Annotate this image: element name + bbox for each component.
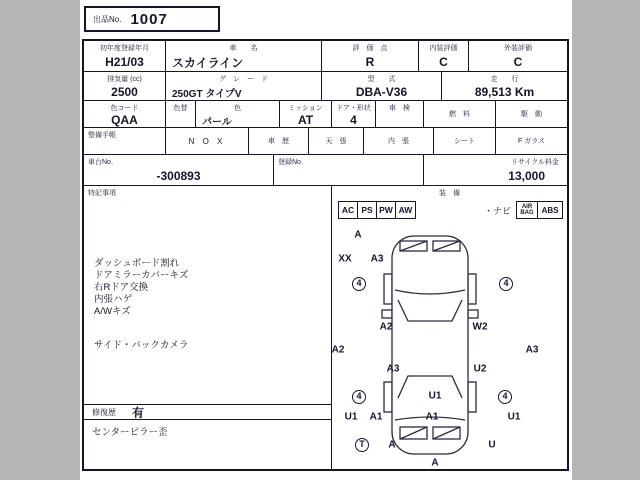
table-row-maintenance (84, 128, 567, 155)
table-row-grade (84, 72, 567, 101)
car-name-label: 車 名 (229, 45, 258, 52)
repair-history-detail: センターピラー歪 (92, 427, 168, 438)
repair-history-label: 修復歴 (92, 407, 116, 417)
cell-score (322, 41, 419, 71)
cell-displacement (84, 72, 166, 100)
cell-color (196, 101, 280, 127)
notes-list-2 (94, 340, 188, 352)
inspection-label: 車 検 (389, 105, 410, 112)
cell-nox (166, 128, 249, 154)
cell-car-name (166, 41, 322, 71)
recycle-fee-label: リサイクル料金 (510, 159, 559, 166)
equipment-label: 装 備 (439, 190, 460, 197)
damage-marker: A2 (379, 321, 393, 333)
special-notes-label: 特記事項 (88, 190, 116, 197)
damage-marker: U1 (428, 390, 442, 402)
color-change-label: 色替 (173, 105, 188, 112)
fuel-label: 燃 料 (449, 111, 470, 118)
lining-label: 内 張 (388, 138, 409, 145)
history-label: 車 歴 (268, 138, 289, 145)
cell-seat (434, 128, 496, 154)
damage-marker-circled: T (355, 438, 369, 452)
displacement-value: 2500 (111, 85, 138, 99)
recycle-fee-value: 13,000 (508, 169, 545, 183)
notes-list (94, 258, 188, 318)
cell-maintenance-book (84, 128, 166, 154)
repair-history-row (84, 404, 331, 420)
damage-marker: A1 (369, 411, 383, 423)
vehicle-info-table (82, 39, 569, 471)
mileage-label: 走 行 (490, 76, 519, 83)
exterior-grade-value: C (513, 55, 523, 69)
nox-value: N O X (188, 136, 226, 146)
cell-model-code (322, 72, 442, 100)
auction-number-label: 出品No. (93, 14, 122, 24)
color-code-value: QAA (111, 113, 138, 127)
cell-grade (166, 72, 322, 100)
damage-marker: A (431, 457, 439, 469)
damage-marker-circled: 4 (498, 390, 512, 404)
note-line: ドアミラーカバーキズ (94, 270, 189, 281)
abs-badge: ABS (537, 201, 563, 219)
equipment-item: AW (398, 205, 413, 215)
transmission-label: ミッション (288, 105, 323, 112)
damage-marker: W2 (472, 321, 488, 333)
damage-marker-circled: 4 (352, 390, 366, 404)
cell-inspection (376, 101, 424, 127)
cell-first-registration (84, 41, 166, 71)
cell-special-notes (84, 186, 332, 469)
cell-chassis-number (84, 155, 274, 185)
first-registration-value: H21/03 (105, 55, 144, 69)
color-code-label: 色コード (110, 105, 139, 112)
car-name-value: スカイライン (172, 55, 244, 70)
score-label: 評 価 点 (352, 45, 388, 52)
model-code-value: DBA-V36 (355, 85, 408, 99)
cell-lining (364, 128, 434, 154)
interior-grade-label: 内装評価 (429, 45, 458, 52)
equipment-item: AC (339, 202, 358, 218)
repair-history-section (84, 404, 331, 438)
cell-color-code (84, 101, 166, 127)
cell-mileage (442, 72, 567, 100)
transmission-value: AT (297, 113, 314, 127)
equipment-item: PS (358, 202, 377, 218)
ceiling-label: 天 張 (325, 138, 347, 145)
cell-ceiling (309, 128, 364, 154)
damage-marker: U2 (473, 363, 487, 375)
repair-history-value: 有 (132, 405, 145, 420)
cell-front-glass (496, 128, 567, 154)
damage-marker: A (354, 229, 362, 241)
airbag-line2: BAG (520, 210, 534, 216)
airbag-badge (516, 201, 538, 219)
airbag-line1: AIR (521, 203, 533, 210)
equipment-item: PW (377, 202, 396, 218)
table-row-notes-diagram (84, 186, 567, 469)
cell-interior-grade (419, 41, 469, 71)
table-row-registration (84, 41, 567, 72)
chassis-number-value: -300893 (156, 169, 201, 183)
cell-recycle-fee (424, 155, 567, 185)
auction-sheet (80, 0, 572, 480)
cell-registration-number (274, 155, 424, 185)
doors-value: 4 (350, 113, 357, 127)
doors-label: ドア・形状 (336, 105, 371, 112)
damage-marker: A3 (525, 344, 539, 356)
cell-doors (332, 101, 376, 127)
note-line: 右Rドア交換 (94, 282, 149, 293)
grade-value: 250GT タイプV (172, 88, 242, 100)
maintenance-book-label: 整備手帳 (88, 132, 116, 139)
interior-grade-value: C (439, 55, 448, 69)
cell-history (249, 128, 309, 154)
displacement-label: 排気量 (cc) (107, 76, 142, 83)
cell-drive (496, 101, 567, 127)
registration-number-label: 登録No． (278, 159, 308, 166)
equipment-box (338, 201, 416, 219)
damage-marker-circled: 4 (499, 277, 513, 291)
cell-color-change (166, 101, 196, 127)
table-row-color (84, 101, 567, 128)
cell-transmission (280, 101, 332, 127)
damage-marker-circled: 4 (352, 277, 366, 291)
car-diagram (332, 224, 566, 469)
damage-marker: A1 (425, 411, 439, 423)
equipment-row (338, 201, 563, 219)
damage-marker: A2 (331, 344, 345, 356)
damage-marker: U (488, 439, 496, 451)
table-row-chassis (84, 155, 567, 186)
cell-exterior-grade (469, 41, 567, 71)
cell-fuel (424, 101, 496, 127)
note-line: A/Wキズ (94, 306, 131, 317)
damage-marker: A3 (386, 363, 400, 375)
auction-number-value: 1007 (130, 10, 168, 28)
drive-label: 駆 動 (521, 111, 542, 118)
grade-label: グ レ ー ド (219, 76, 268, 83)
mileage-value: 89,513 Km (474, 85, 535, 99)
seat-label: シート (454, 138, 475, 145)
damage-marker: A3 (370, 253, 384, 265)
damage-marker: U1 (507, 411, 521, 423)
front-glass-label: F ガラス (517, 138, 545, 145)
auction-number-box (84, 6, 220, 32)
note-line: ダッシュボード割れ (94, 258, 180, 269)
chassis-number-label: 車台No． (88, 159, 118, 166)
cell-equipment-diagram (332, 186, 567, 469)
first-registration-label: 初年度登録年月 (100, 45, 149, 52)
damage-marker: U1 (344, 411, 358, 423)
color-value: パール (202, 117, 232, 128)
note-line: サイド・バックカメラ (94, 340, 189, 351)
damage-marker: XX (338, 253, 352, 265)
note-line: 内張ハゲ (94, 294, 133, 305)
exterior-grade-label: 外装評価 (504, 45, 532, 52)
damage-marker: A (388, 439, 396, 451)
score-value: R (365, 55, 375, 69)
model-code-label: 型 式 (367, 76, 396, 83)
color-label: 色 (234, 105, 241, 112)
navi-label: ・ナビ (484, 205, 512, 216)
